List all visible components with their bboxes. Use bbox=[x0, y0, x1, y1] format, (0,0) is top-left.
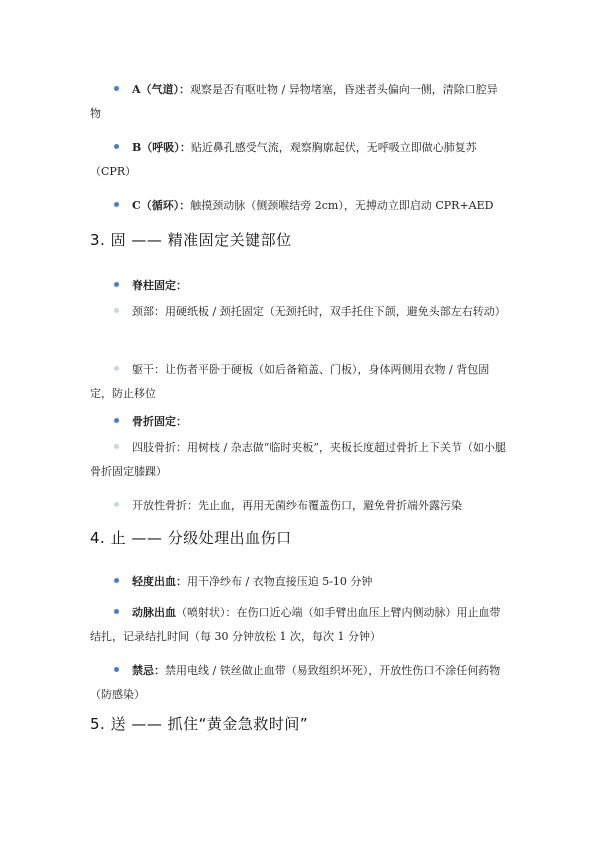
list-item-neck: 颈部：用硬纸板 / 颈托固定（无颈托时，双手托住下颌，避免头部左右转动） bbox=[132, 305, 506, 318]
list-item-arterial-bleeding bbox=[90, 601, 506, 649]
text-contraindications: 禁用电线 / 铁丝做止血带（易致组织坏死），开放性伤口不涂任何药物（防感染） bbox=[90, 664, 501, 701]
list-item-airway bbox=[90, 78, 506, 126]
list-item-open-fracture: 开放性骨折：先止血，再用无菌纱布覆盖伤口，避免骨折端外露污染 bbox=[132, 499, 462, 512]
term-separator: ： bbox=[179, 141, 191, 154]
term-circulation: C（循环） bbox=[132, 199, 180, 212]
section-heading-5: 5. 送 —— 抓住“黄金急救时间” bbox=[90, 715, 309, 733]
term-breathing: B（呼吸） bbox=[132, 141, 180, 154]
section-heading-4: 4. 止 —— 分级处理出血伤口 bbox=[90, 529, 292, 547]
term-separator: ： bbox=[154, 664, 165, 677]
list-item-circulation bbox=[90, 194, 506, 218]
list-item-breathing bbox=[90, 136, 506, 184]
term-contraindications: 禁忌 bbox=[132, 664, 154, 677]
list-item-mild-bleeding bbox=[90, 570, 506, 594]
section-heading-3: 3. 固 —— 精准固定关键部位 bbox=[90, 231, 292, 249]
list-item-limb-fracture: 四肢骨折：用树枝 / 杂志做“临时夹板”，夹板长度超过骨折上下关节（如小腿骨折固定膝踝） bbox=[90, 441, 506, 478]
text-breathing: 贴近鼻孔感受气流，观察胸廓起伏，无呼吸立即做心肺复苏（CPR） bbox=[90, 141, 477, 178]
term-airway: A（气道） bbox=[132, 83, 180, 96]
spine-fixation-label: 脊柱固定： bbox=[132, 279, 187, 292]
text-mild-bleeding: 用干净纱布 / 衣物直接压迫 5-10 分钟 bbox=[187, 575, 373, 588]
text-arterial-bleeding: （喷射状）：在伤口近心端（如手臂出血压上臂内侧动脉）用止血带结扎，记录结扎时间（每 30 分钟放松 1 次，每次 1 分钟） bbox=[90, 606, 501, 643]
term-separator: ： bbox=[176, 575, 187, 588]
fracture-fixation-label: 骨折固定： bbox=[132, 415, 187, 428]
term-separator: ： bbox=[179, 83, 191, 96]
text-airway: 观察是否有呕吐物 / 异物堵塞，昏迷者头偏向一侧，清除口腔异物 bbox=[90, 83, 498, 120]
term-separator: ： bbox=[179, 199, 191, 212]
list-item-torso: 躯干：让伤者平卧于硬板（如后备箱盖、门板），身体两侧用衣物 / 背包固定，防止移位 bbox=[90, 363, 490, 400]
text-circulation: 触摸颈动脉（侧颈喉结旁 2cm），无搏动立即启动 CPR+AED bbox=[190, 199, 494, 212]
term-mild-bleeding: 轻度出血 bbox=[132, 575, 176, 588]
term-arterial-bleeding: 动脉出血 bbox=[132, 606, 176, 619]
list-item-contraindications bbox=[90, 659, 506, 707]
